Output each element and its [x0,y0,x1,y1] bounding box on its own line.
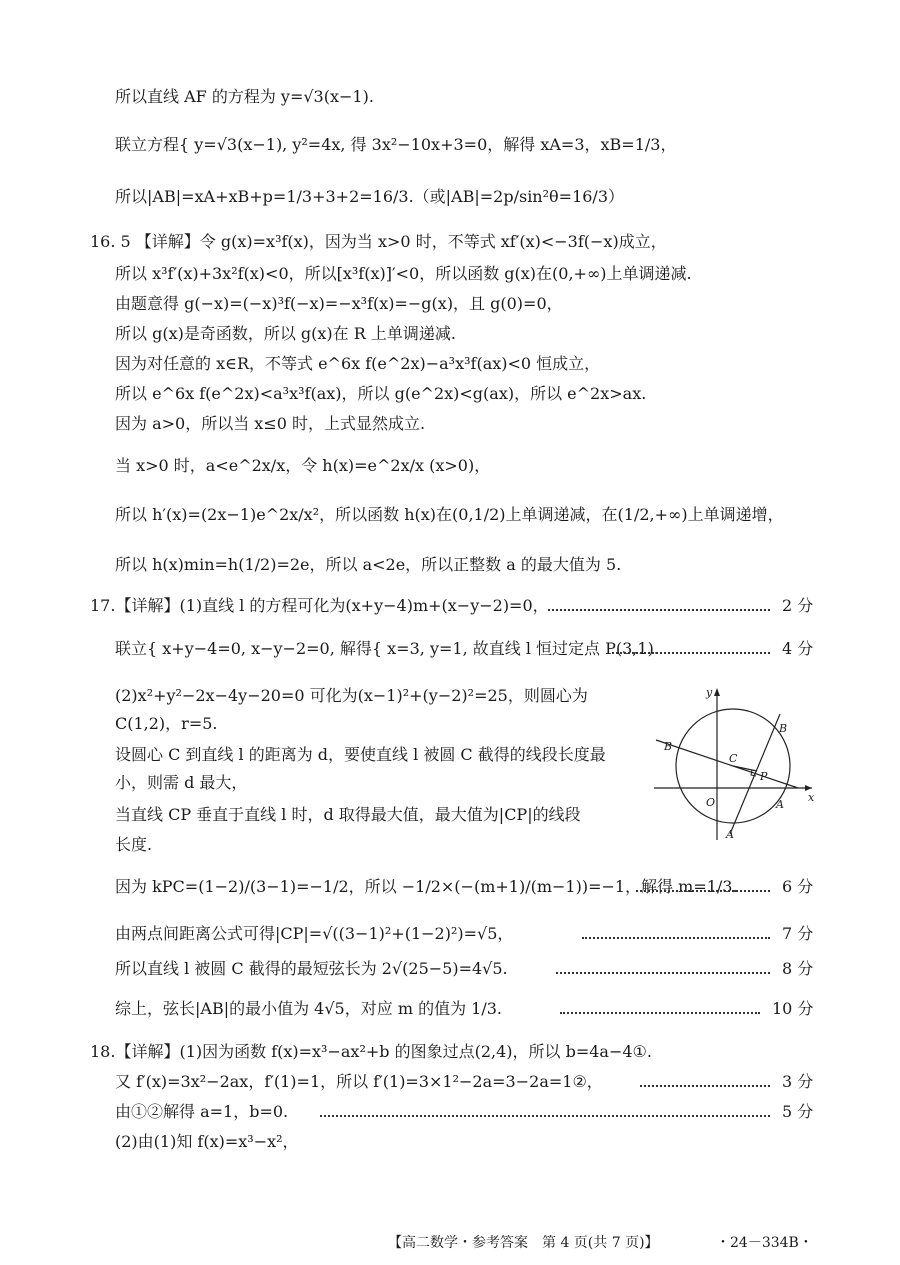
footer-code: ・24－334B・ [716,1235,813,1251]
text-line: 小，则需 d 最大， [115,773,248,792]
origin-label: O [706,796,716,809]
text-line: 由题意得 g(−x)=(−x)³f(−x)=−x³f(x)=−g(x)，且 g(0)=0， [115,294,563,313]
point-a-label: A [726,828,734,841]
y-axis-label: y [706,686,713,699]
text-line: (2)由(1)知 f(x)=x³−x²， [115,1132,299,1151]
text-line: 所以直线 l 被圆 C 截得的最短弦长为 2√(25−5)=4√5. [115,959,508,978]
text-line: 所以 h′(x)=(2x−1)e^2x/x²，所以函数 h(x)在(0,1/2)上单调递减，在(1/2,+∞)上单调递增， [115,505,784,524]
circle-figure [648,684,818,844]
text-line: 联立{ x+y−4=0, x−y−2=0, 解得{ x=3, y=1, 故直线 l 恒过定点 P(3,1). [115,639,659,658]
text-line: 因为 a>0，所以当 x≤0 时，上式显然成立. [115,414,426,433]
text-line: C(1,2)，r=5. [115,714,218,733]
point-b-label: B [779,722,788,735]
center-label: C [729,752,738,765]
point-p-label: P [760,770,768,783]
text-line: 又 f′(x)=3x²−2ax，f′(1)=1，所以 f′(1)=3×1²−2a=3−2a=1②， [115,1072,603,1091]
text-line: 当直线 CP 垂直于直线 l 时，d 取得最大值，最大值为|CP|的线段 [115,805,581,824]
line-l [730,714,780,834]
text-line: (2)x²+y²−2x−4y−20=0 可化为(x−1)²+(y−2)²=25，则圆心为 [115,686,588,705]
text-line: 所以 h(x)min=h(1/2)=2e，所以 a<2e，所以正整数 a 的最大值为 5. [115,555,622,574]
text-line: 当 x>0 时，a<e^2x/x，令 h(x)=e^2x/x (x>0)， [115,456,491,475]
text-line: 因为 kPC=(1−2)/(3−1)=−1/2，所以 −1/2×(−(m+1)/(m−1))=−1，解得 m=1/3. [115,877,738,896]
y-axis-arrow [714,688,720,696]
text-line: 18.【详解】(1)因为函数 f(x)=x³−ax²+b 的图象过点(2,4)，所以 b=4a−4①. [90,1042,652,1061]
text-line: 17.【详解】(1)直线 l 的方程可化为(x+y−4)m+(x−y−2)=0， [90,596,549,615]
text-line: 所以 x³f′(x)+3x²f(x)<0，所以[x³f(x)]′<0，所以函数 g(x)在(0,+∞)上单调递减. [115,264,692,283]
text-line: 所以直线 AF 的方程为 y=√3(x−1). [115,87,374,106]
text-line: 联立方程{ y=√3(x−1), y²=4x, 得 3x²−10x+3=0，解得 xA=3，xB=1/3， [115,135,677,154]
text-line: 长度. [115,835,153,854]
text-line: 所以|AB|=xA+xB+p=1/3+3+2=16/3.（或|AB|=2p/sin²θ=16/3） [115,187,624,206]
text-line: 设圆心 C 到直线 l 的距离为 d，要使直线 l 被圆 C 截得的线段长度最 [115,745,606,764]
x-axis-label: x [808,791,815,804]
point-a-label: A [776,798,784,811]
chord-line [656,740,798,788]
text-line: 所以 e^6x f(e^2x)<a³x³f(ax)，所以 g(e^2x)<g(ax)，所以 e^2x>ax. [115,384,647,403]
text-line: 因为对任意的 x∈R，不等式 e^6x f(e^2x)−a³x³f(ax)<0 恒成立， [115,354,601,373]
footer-center: 【高二数学・参考答案 第 4 页(共 7 页)】 [388,1235,659,1251]
text-line: 16. 5 【详解】令 g(x)=x³f(x)，因为当 x>0 时，不等式 xf′(x)<−3f(−x)成立， [90,232,667,251]
text-line: 由①②解得 a=1，b=0. [115,1102,289,1121]
text-line: 由两点间距离公式可得|CP|=√((3−1)²+(1−2)²)=√5， [115,924,514,943]
text-line: 综上，弦长|AB|的最小值为 4√5，对应 m 的值为 1/3. [115,999,503,1018]
text-line: 所以 g(x)是奇函数，所以 g(x)在 R 上单调递减. [115,324,456,343]
point-b-label: B [664,740,673,753]
